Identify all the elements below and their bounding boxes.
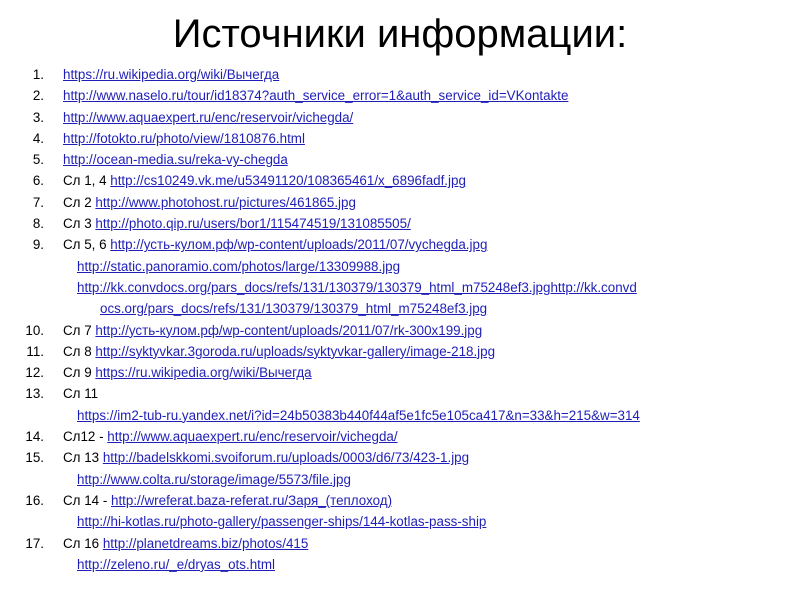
source-link[interactable]: http://zeleno.ru/_e/dryas_ots.html (77, 556, 275, 572)
list-item-number: 6. (32, 173, 44, 189)
list-item (0, 213, 800, 234)
list-item-number: 4. (32, 130, 44, 146)
list-item (0, 362, 800, 383)
slide-ref-label: Сл 1, 4 (63, 173, 111, 189)
list-item-number: 14. (25, 429, 44, 445)
slide-ref-label: Сл 13 (63, 450, 103, 466)
source-link[interactable]: https://ru.wikipedia.org/wiki/Вычегда (63, 67, 280, 82)
source-link[interactable]: http://www.photohost.ru/pictures/461865.jpg (95, 194, 356, 210)
source-link[interactable]: http://kk.convdocs.org/pars_docs/refs/131/130379/130379_html_m75248ef3.jpghttp://kk.convd (77, 279, 637, 295)
slide-ref-label: Сл 5, 6 (63, 237, 111, 253)
list-item-body (63, 426, 398, 447)
slide-ref-label: Сл 7 (63, 322, 96, 338)
list-item-number: 1. (32, 67, 44, 82)
list-item-body (63, 85, 568, 106)
list-item-number: 10. (25, 322, 44, 338)
page-title: Источники информации: (172, 12, 628, 56)
list-item-body (63, 383, 98, 404)
source-link[interactable]: http://photo.qip.ru/users/bor1/115474519/131085505/ (95, 216, 411, 232)
list-item-number: 9. (32, 237, 44, 253)
list-item-body (63, 490, 392, 511)
list-item (0, 192, 800, 213)
list-item-body (77, 405, 640, 426)
list-item (0, 128, 800, 149)
list-item-number: 15. (25, 450, 44, 466)
list-item-number: 11. (26, 343, 44, 359)
list-item (0, 341, 800, 362)
source-link[interactable]: http://www.colta.ru/storage/image/5573/file.jpg (77, 471, 351, 487)
source-link[interactable]: http://fotokto.ru/photo/view/1810876.html (63, 130, 305, 146)
source-link[interactable]: http://hi-kotlas.ru/photo-gallery/passenger-ships/144-kotlas-pass-ship (77, 514, 487, 530)
list-item-body (77, 554, 275, 575)
source-link[interactable]: http://www.naselo.ru/tour/id18374?auth_service_error=1&auth_service_id=VKontakte (63, 88, 569, 104)
list-item-number: 12. (25, 365, 44, 381)
list-item-number: 16. (25, 492, 44, 508)
slide-ref-label: Сл 3 (63, 216, 96, 232)
list-item (0, 85, 800, 106)
source-link[interactable]: http://www.aquaexpert.ru/enc/reservoir/vichegda/ (107, 429, 398, 445)
list-item-number: 2. (32, 88, 44, 104)
source-link[interactable]: http://www.aquaexpert.ru/enc/reservoir/vichegda/ (63, 109, 354, 125)
list-item-body (77, 277, 637, 298)
list-item-body (63, 447, 469, 468)
list-item-number: 5. (32, 152, 44, 168)
list-item (0, 533, 800, 554)
source-link[interactable]: http://wreferat.baza-referat.ru/Заря_(теплоход) (111, 492, 393, 508)
source-link[interactable]: http://cs10249.vk.me/u53491120/108365461/x_6896fadf.jpg (110, 173, 466, 189)
list-item (0, 107, 800, 128)
slide-ref-label: Сл 16 (63, 535, 103, 551)
list-item (0, 256, 800, 277)
list-item (0, 149, 800, 170)
list-item-body (100, 298, 487, 319)
source-link[interactable]: http://static.panoramio.com/photos/large/13309988.jpg (77, 258, 401, 274)
slide-ref-label: Сл 14 - (63, 492, 111, 508)
list-item-body (63, 128, 305, 149)
source-link[interactable]: http://усть-кулом.рф/wp-content/uploads/2011/07/vychegda.jpg (110, 237, 488, 253)
list-item-body (63, 213, 411, 234)
list-item-body (77, 511, 486, 532)
list-item-body (63, 192, 356, 213)
slide-ref-label: Сл 2 (63, 194, 96, 210)
list-item (0, 554, 800, 575)
list-item (0, 64, 800, 85)
list-item-number: 17. (25, 535, 44, 551)
list-item-number: 13. (25, 386, 44, 402)
list-item (0, 383, 800, 404)
list-item (0, 469, 800, 490)
slide-ref-label: Сл 9 (63, 365, 96, 381)
source-link[interactable]: http://syktyvkar.3goroda.ru/uploads/syktyvkar-gallery/image-218.jpg (95, 343, 496, 359)
list-item (0, 405, 800, 426)
source-link[interactable]: http://ocean-media.su/reka-vy-chegda (63, 152, 288, 168)
list-item (0, 320, 800, 341)
list-item-number: 3. (32, 109, 44, 125)
list-item (0, 511, 800, 532)
source-link[interactable]: http://planetdreams.biz/photos/415 (102, 535, 309, 551)
source-link[interactable]: http://усть-кулом.рф/wp-content/uploads/2011/07/rk-300x199.jpg (95, 322, 483, 338)
source-link[interactable]: https://ru.wikipedia.org/wiki/Вычегда (95, 365, 312, 381)
list-item-body (63, 149, 288, 170)
list-item-body (63, 170, 466, 191)
list-item-body (63, 107, 353, 128)
list-item-body (63, 64, 279, 85)
list-item-body (63, 320, 482, 341)
list-item (0, 234, 800, 255)
list-item-body (63, 341, 495, 362)
list-item-body (63, 362, 312, 383)
source-link[interactable]: https://im2-tub-ru.yandex.net/i?id=24b50383b440f44af5e1fc5e105ca417&n=33&h=215&w=314 (77, 407, 640, 423)
list-item-number: 7. (32, 194, 44, 210)
list-item-number: 8. (32, 216, 44, 232)
list-item (0, 426, 800, 447)
list-item-body (63, 234, 487, 255)
list-item-body (63, 533, 308, 554)
source-link[interactable]: http://badelskkomi.svoiforum.ru/uploads/0003/d6/73/423-1.jpg (102, 450, 470, 466)
slide-ref-label: Сл 11 (63, 386, 99, 402)
list-item (0, 277, 800, 298)
list-item (0, 490, 800, 511)
list-item-body (77, 256, 400, 277)
list-item (0, 447, 800, 468)
list-item (0, 170, 800, 191)
slide-ref-label: Сл12 - (63, 429, 108, 445)
list-item-body (77, 469, 351, 490)
list-item (0, 298, 800, 319)
source-list (0, 64, 800, 575)
source-link[interactable]: ocs.org/pars_docs/refs/131/130379/130379_html_m75248ef3.jpg (100, 301, 488, 317)
slide-ref-label: Сл 8 (63, 343, 96, 359)
